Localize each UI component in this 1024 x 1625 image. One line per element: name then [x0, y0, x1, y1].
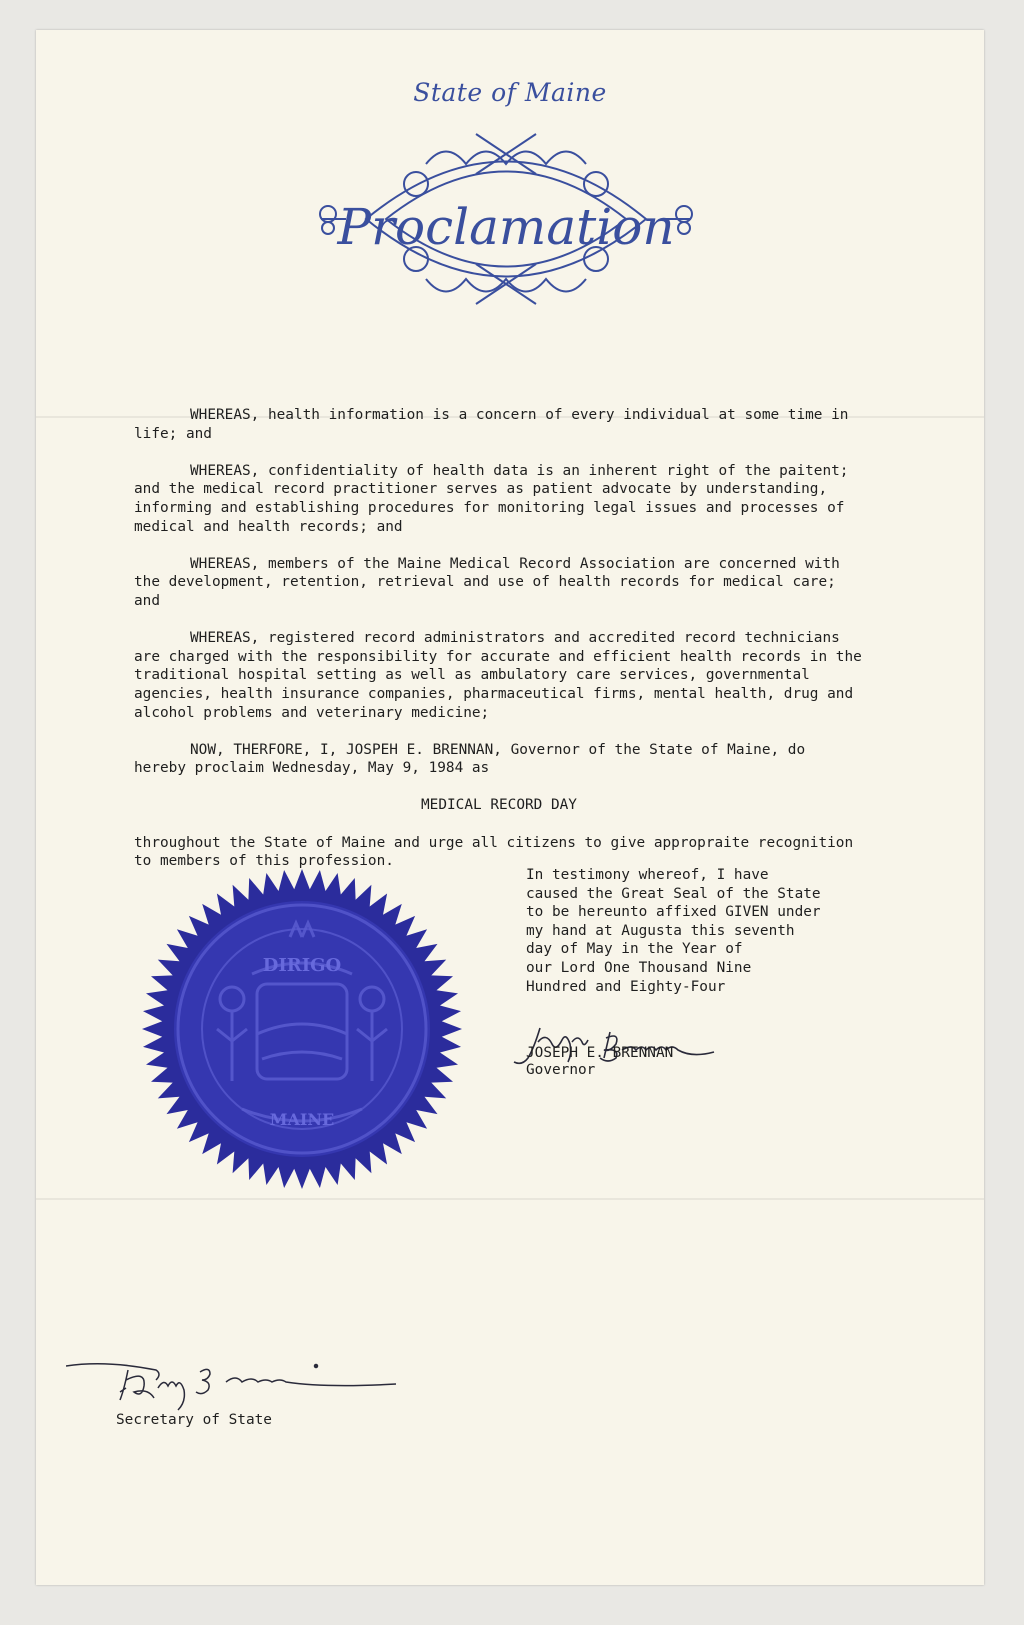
seal-state: MAINE: [269, 1110, 335, 1129]
proclamation-document: [36, 30, 984, 1585]
day-title: MEDICAL RECORD DAY: [421, 797, 577, 814]
secretary-signature: [66, 1352, 446, 1412]
governor-title: Governor: [526, 1062, 596, 1078]
governor-name: JOSEPH E. BRENNAN: [526, 1045, 674, 1061]
proclamation-title: Proclamation: [337, 198, 675, 256]
testimony-block: In testimony whereof, I have caused the Great Seal of the State to be hereunto affixed GIVEN under my hand at Augusta this seventh day of May in the Year of our Lord One Thousand Nine Hundred and Eighty-Four: [526, 867, 821, 995]
secretary-title: Secretary of State: [116, 1412, 272, 1428]
proclaim-paragraph: NOW, THERFORE, I, JOSPEH E. BRENNAN, Governor of the State of Maine, do hereby proclaim Wednesday, May 9, 1984 as: [134, 741, 806, 777]
whereas-paragraph: WHEREAS, health information is a concern of every individual at some time in life; and: [134, 407, 849, 442]
fold-line: [36, 1198, 984, 1200]
proclamation-body: [134, 406, 864, 889]
state-title: State of Maine: [413, 78, 607, 107]
great-seal: [138, 868, 466, 1190]
whereas-paragraph: WHEREAS, registered record administrators and accredited record technicians are charged with the responsibility for accurate and efficient health records in the traditional hospital setting as well as ambulatory care services, governmental agencies, health insurance companies, pharmaceutical firms, mental health, drug and alcohol problems and veterinary medicine;: [134, 630, 862, 721]
whereas-paragraph: WHEREAS, confidentiality of health data is an inherent right of the paitent; and the medical record practitioner serves as patient advocate by understanding, informing and establishing procedures for monitoring legal issues and processes of medical and health records; and: [134, 462, 849, 535]
closing-paragraph: throughout the State of Maine and urge all citizens to give appropraite recognition to members of this profession.: [134, 834, 854, 870]
seal-motto: DIRIGO: [262, 955, 342, 976]
whereas-paragraph: WHEREAS, members of the Maine Medical Record Association are concerned with the development, retention, retrieval and use of health records for medical care; and: [134, 555, 840, 609]
